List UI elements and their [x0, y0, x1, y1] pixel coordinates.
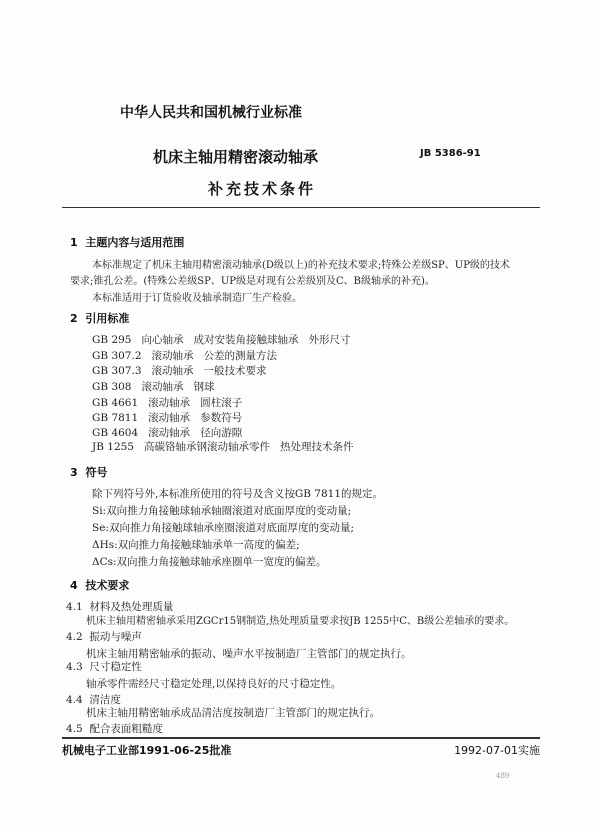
symbol-definition: Se:双向推力角接触球轴承座圈滚道对底面厚度的变动量; — [92, 522, 354, 534]
reference-item: GB 295 向心轴承 成对安装角接触球轴承 外形尺寸 — [92, 334, 351, 346]
approval-date: 机械电子工业部1991-06-25批准 — [62, 744, 232, 757]
page-number: 489 — [496, 772, 510, 780]
paragraph: 机床主轴用精密轴承采用ZGCr15钢制造,热处理质量要求按JB 1255中C、B级公差轴承的要求。 — [86, 616, 515, 627]
symbol-definition: ΔCs:双向推力角接触球轴承座圈单一宽度的偏差。 — [92, 556, 327, 568]
subsection-heading: 4.5 配合表面粗糙度 — [66, 723, 163, 735]
doc-subtitle: 补充技术条件 — [208, 180, 317, 198]
paragraph: 本标准适用于订货验收及轴承制造厂生产检验。 — [92, 293, 302, 304]
subsection-heading: 4.2 振动与噪声 — [66, 631, 142, 643]
doc-title: 机床主轴用精密滚动轴承 — [153, 148, 319, 166]
standard-code: JB 5386-91 — [420, 148, 481, 159]
subsection-heading: 4.4 清洁度 — [66, 694, 121, 706]
paragraph: 机床主轴用精密轴承的振动、噪声水平按制造厂主管部门的规定执行。 — [86, 648, 412, 660]
paragraph: 轴承零件需经尺寸稳定处理,以保持良好的尺寸稳定性。 — [86, 678, 342, 690]
effective-date: 1992-07-01实施 — [454, 744, 540, 757]
section-1-heading: 1 主题内容与适用范围 — [70, 236, 185, 249]
reference-item: JB 1255 高碳铬轴承钢滚动轴承零件 热处理技术条件 — [92, 441, 354, 453]
section-3-heading: 3 符号 — [70, 466, 108, 479]
subsection-heading: 4.3 尺寸稳定性 — [66, 661, 142, 673]
header-rule — [62, 207, 540, 208]
section-2-heading: 2 引用标准 — [70, 312, 130, 325]
footer-rule — [62, 737, 540, 739]
paragraph: 本标准规定了机床主轴用精密滚动轴承(D级以上)的补充技术要求;特殊公差级SP、UP级的技术 — [92, 260, 510, 271]
reference-item: GB 7811 滚动轴承 参数符号 — [92, 412, 243, 424]
symbol-definition: Si:双向推力角接触球轴承轴圈滚道对底面厚度的变动量; — [92, 505, 352, 517]
reference-item: GB 4604 滚动轴承 径向游隙 — [92, 427, 243, 439]
reference-item: GB 4661 滚动轴承 圆柱滚子 — [92, 397, 243, 409]
paragraph: 要求;锥孔公差。(特殊公差级SP、UP级是对现有公差级别及C、B级轴承的补充)。 — [70, 276, 435, 287]
issuing-org: 中华人民共和国机械行业标准 — [120, 105, 302, 121]
paragraph: 除下列符号外,本标准所使用的符号及含义按GB 7811的规定。 — [92, 488, 383, 500]
reference-item: GB 307.2 滚动轴承 公差的测量方法 — [92, 350, 278, 362]
symbol-definition: ΔHs:双向推力角接触球轴承单一高度的偏差; — [92, 539, 300, 551]
paragraph: 机床主轴用精密轴承成品清洁度按制造厂主管部门的规定执行。 — [86, 707, 380, 719]
reference-item: GB 308 滚动轴承 钢球 — [92, 381, 215, 393]
subsection-heading: 4.1 材料及热处理质量 — [66, 601, 174, 613]
reference-item: GB 307.3 滚动轴承 一般技术要求 — [92, 365, 267, 377]
section-4-heading: 4 技术要求 — [70, 579, 130, 592]
